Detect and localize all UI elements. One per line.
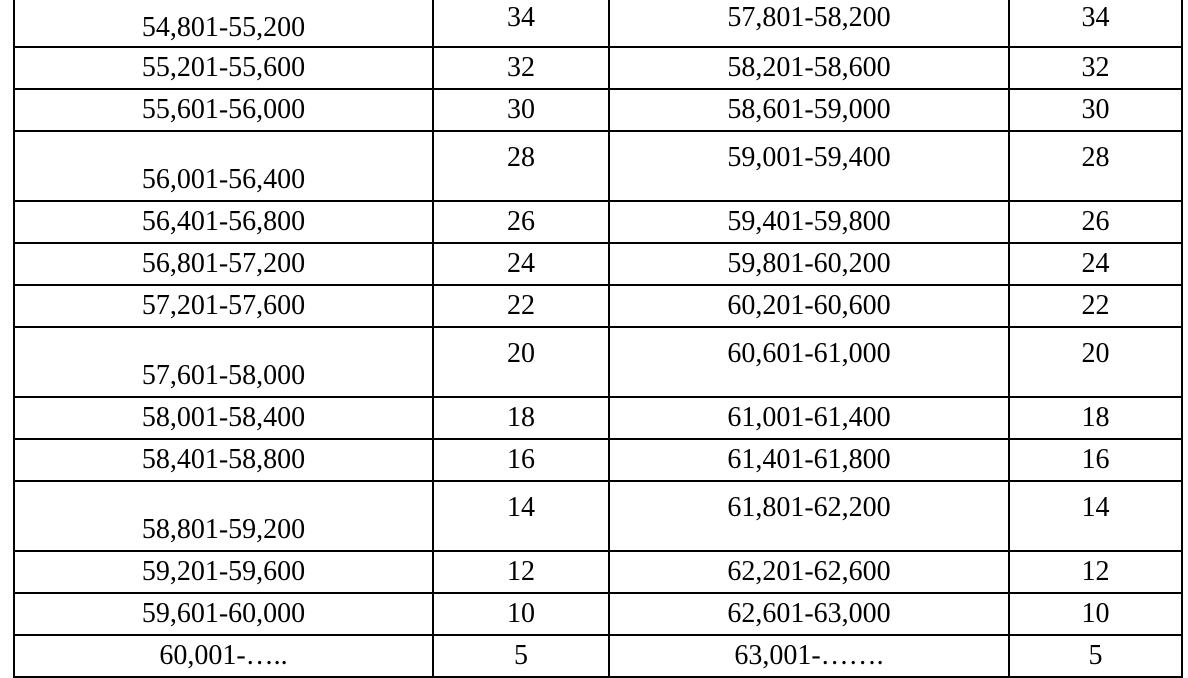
range-cell: 60,201-60,600 xyxy=(609,285,1009,327)
value-cell: 28 xyxy=(1009,131,1182,201)
range-cell: 55,601-56,000 xyxy=(14,89,433,131)
range-cell: 56,001-56,400 xyxy=(14,131,433,201)
value-cell: 34 xyxy=(433,0,609,47)
value-cell: 14 xyxy=(1009,481,1182,551)
range-cell: 55,201-55,600 xyxy=(14,47,433,89)
table-row xyxy=(14,593,1182,635)
table-row xyxy=(14,131,1182,201)
range-cell: 58,001-58,400 xyxy=(14,397,433,439)
table-row xyxy=(14,285,1182,327)
range-table xyxy=(13,0,1183,678)
value-cell: 32 xyxy=(1009,47,1182,89)
value-cell: 34 xyxy=(1009,0,1182,47)
range-cell: 56,801-57,200 xyxy=(14,243,433,285)
range-cell: 58,201-58,600 xyxy=(609,47,1009,89)
value-cell: 10 xyxy=(433,593,609,635)
table-row xyxy=(14,0,1182,47)
value-cell: 16 xyxy=(433,439,609,481)
range-cell: 60,601-61,000 xyxy=(609,327,1009,397)
range-cell: 59,801-60,200 xyxy=(609,243,1009,285)
value-cell: 22 xyxy=(433,285,609,327)
range-cell: 57,801-58,200 xyxy=(609,0,1009,47)
value-cell: 30 xyxy=(1009,89,1182,131)
value-cell: 10 xyxy=(1009,593,1182,635)
value-cell: 18 xyxy=(1009,397,1182,439)
range-table-container xyxy=(13,0,1181,678)
table-row xyxy=(14,327,1182,397)
range-cell: 61,801-62,200 xyxy=(609,481,1009,551)
value-cell: 12 xyxy=(433,551,609,593)
table-row xyxy=(14,89,1182,131)
range-cell: 58,801-59,200 xyxy=(14,481,433,551)
value-cell: 26 xyxy=(433,201,609,243)
table-row xyxy=(14,397,1182,439)
range-cell: 60,001-….. xyxy=(14,635,433,677)
value-cell: 5 xyxy=(433,635,609,677)
range-cell: 59,601-60,000 xyxy=(14,593,433,635)
range-cell: 63,001-……. xyxy=(609,635,1009,677)
value-cell: 28 xyxy=(433,131,609,201)
value-cell: 5 xyxy=(1009,635,1182,677)
value-cell: 24 xyxy=(433,243,609,285)
table-row xyxy=(14,635,1182,677)
range-cell: 56,401-56,800 xyxy=(14,201,433,243)
range-cell: 58,601-59,000 xyxy=(609,89,1009,131)
value-cell: 30 xyxy=(433,89,609,131)
range-cell: 54,801-55,200 xyxy=(14,0,433,47)
range-cell: 59,201-59,600 xyxy=(14,551,433,593)
range-cell: 61,401-61,800 xyxy=(609,439,1009,481)
range-cell: 61,001-61,400 xyxy=(609,397,1009,439)
range-cell: 58,401-58,800 xyxy=(14,439,433,481)
value-cell: 22 xyxy=(1009,285,1182,327)
value-cell: 12 xyxy=(1009,551,1182,593)
range-cell: 62,201-62,600 xyxy=(609,551,1009,593)
value-cell: 18 xyxy=(433,397,609,439)
table-row xyxy=(14,551,1182,593)
value-cell: 32 xyxy=(433,47,609,89)
range-cell: 59,001-59,400 xyxy=(609,131,1009,201)
table-row xyxy=(14,47,1182,89)
range-cell: 59,401-59,800 xyxy=(609,201,1009,243)
table-row xyxy=(14,439,1182,481)
value-cell: 26 xyxy=(1009,201,1182,243)
range-cell: 57,201-57,600 xyxy=(14,285,433,327)
table-row xyxy=(14,201,1182,243)
value-cell: 20 xyxy=(1009,327,1182,397)
range-cell: 57,601-58,000 xyxy=(14,327,433,397)
table-row xyxy=(14,481,1182,551)
value-cell: 24 xyxy=(1009,243,1182,285)
value-cell: 20 xyxy=(433,327,609,397)
range-cell: 62,601-63,000 xyxy=(609,593,1009,635)
value-cell: 16 xyxy=(1009,439,1182,481)
value-cell: 14 xyxy=(433,481,609,551)
table-row xyxy=(14,243,1182,285)
